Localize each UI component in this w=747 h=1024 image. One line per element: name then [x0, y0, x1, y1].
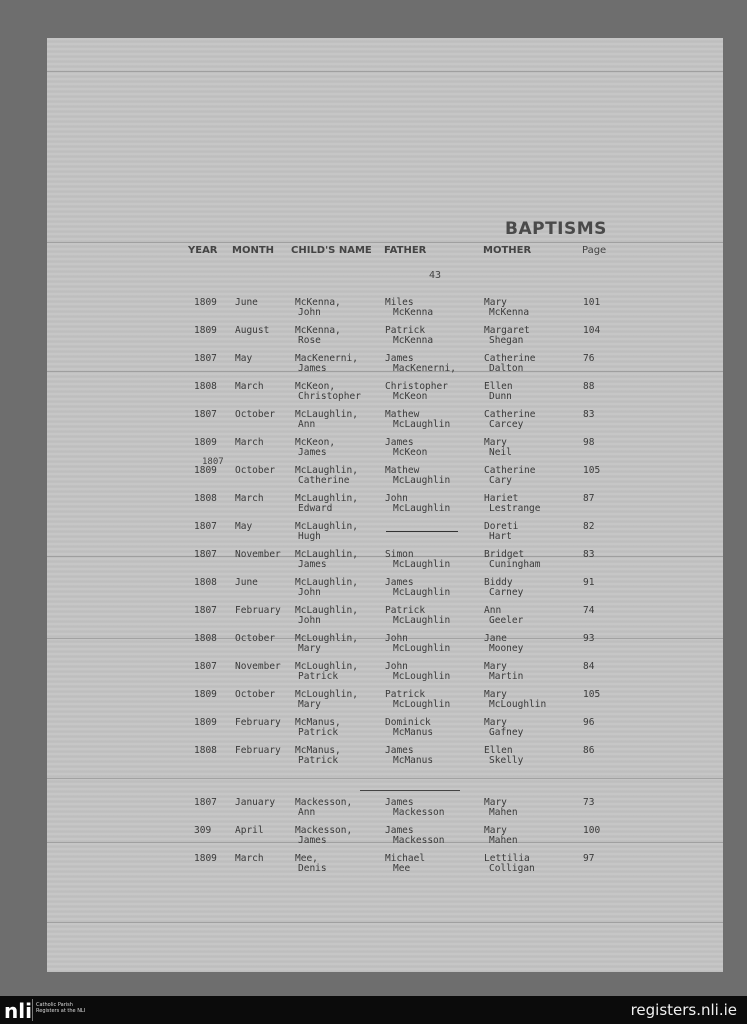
entry-mother-forename: Mary	[484, 825, 507, 836]
entry-father-forename: James	[385, 797, 414, 808]
entry-father-forename: John	[385, 661, 408, 672]
entry-year: 1808	[194, 577, 217, 588]
entry-page: 97	[583, 853, 595, 864]
entry-month: May	[235, 521, 253, 532]
entry-row	[47, 325, 723, 353]
entry-mother-surname: Dunn	[489, 391, 512, 402]
entry-year: 1808	[194, 745, 217, 756]
entry-mother-forename: Mary	[484, 797, 507, 808]
entry-child-surname: McKenna,	[295, 325, 341, 336]
entry-father-forename: Patrick	[385, 605, 426, 616]
logo-divider	[32, 999, 33, 1021]
header-page: Page	[582, 245, 607, 256]
entry-child-forename: Denis	[298, 863, 327, 874]
entry-year: 309	[194, 825, 212, 836]
entry-mother-forename: Catherine	[484, 465, 536, 476]
entry-year: 1808	[194, 381, 217, 392]
entry-mother-surname: Shegan	[489, 335, 524, 346]
entry-mother-forename: Biddy	[484, 577, 513, 588]
entry-mother-surname: Mahen	[489, 835, 518, 846]
entry-mother-forename: Mary	[484, 437, 507, 448]
entry-father-forename: Patrick	[385, 689, 426, 700]
entry-father-forename: John	[385, 493, 408, 504]
entry-month: January	[235, 797, 276, 808]
entry-child-surname: Mackesson,	[295, 797, 353, 808]
entry-father-forename: James	[385, 825, 414, 836]
entry-page: 101	[583, 297, 601, 308]
entry-row	[47, 549, 723, 577]
entry-row	[47, 745, 723, 773]
entry-child-forename: John	[298, 615, 321, 626]
entry-child-forename: Patrick	[298, 671, 339, 682]
entry-father-forename: Patrick	[385, 325, 426, 336]
section-rule	[360, 790, 460, 791]
entry-mother-forename: Lettilia	[484, 853, 530, 864]
entry-mother-surname: Carney	[489, 587, 524, 598]
entry-father-forename: James	[385, 577, 414, 588]
nli-logo: nli	[4, 999, 32, 1023]
entry-mother-surname: Mahen	[489, 807, 518, 818]
entry-year: 1808	[194, 493, 217, 504]
entry-father-forename: Christopher	[385, 381, 448, 392]
entry-row	[47, 381, 723, 409]
entry-mother-forename: Mary	[484, 717, 507, 728]
entry-month: October	[235, 689, 276, 700]
entry-month: November	[235, 549, 281, 560]
entry-page: 83	[583, 549, 595, 560]
entry-page: 100	[583, 825, 601, 836]
entry-page: 105	[583, 465, 601, 476]
entry-mother-surname: Geeler	[489, 615, 524, 626]
entry-mother-forename: Hariet	[484, 493, 519, 504]
entry-father-surname: McLaughlin	[393, 419, 451, 430]
entry-child-surname: McLoughlin,	[295, 689, 358, 700]
entry-page: 87	[583, 493, 595, 504]
entry-child-forename: Christopher	[298, 391, 361, 402]
entry-page: 82	[583, 521, 595, 532]
entry-child-forename: Catherine	[298, 475, 350, 486]
entry-child-forename: Ann	[298, 419, 316, 430]
entry-father-forename: Mathew	[385, 409, 420, 420]
entry-row	[47, 493, 723, 521]
entry-mother-forename: Ellen	[484, 745, 513, 756]
entry-year: 1809	[194, 853, 217, 864]
entry-month: March	[235, 853, 264, 864]
entry-child-forename: Patrick	[298, 755, 339, 766]
entry-month: November	[235, 661, 281, 672]
entry-month: October	[235, 633, 276, 644]
header-child: CHILD'S NAME	[291, 245, 372, 256]
entry-row	[47, 605, 723, 633]
entry-mother-forename: Mary	[484, 297, 507, 308]
entry-page: 96	[583, 717, 595, 728]
header-month: MONTH	[232, 245, 275, 256]
entry-mother-forename: Ann	[484, 605, 502, 616]
entry-child-surname: Mackesson,	[295, 825, 353, 836]
entry-mother-forename: Bridget	[484, 549, 525, 560]
entry-child-surname: MacKenerni,	[295, 353, 358, 364]
entry-father-forename: James	[385, 745, 414, 756]
entry-father-surname: McKeon	[393, 391, 428, 402]
entry-year: 1807	[194, 605, 217, 616]
page-number: 43	[429, 270, 442, 281]
entry-father-forename: James	[385, 437, 414, 448]
entry-father-surname: McLoughlin	[393, 699, 451, 710]
entry-mother-surname: Gafney	[489, 727, 524, 738]
entry-month: February	[235, 605, 281, 616]
entry-father-surname: Mackesson	[393, 835, 445, 846]
entry-month: March	[235, 381, 264, 392]
entry-father-surname: McLaughlin	[393, 475, 451, 486]
scan-band	[47, 922, 723, 923]
entry-year: 1809	[194, 717, 217, 728]
entry-page: 88	[583, 381, 595, 392]
entry-father-surname: MacKenerni,	[393, 363, 456, 374]
entry-page: 104	[583, 325, 601, 336]
entry-child-surname: McLoughlin,	[295, 633, 358, 644]
entry-mother-surname: McLoughlin	[489, 699, 547, 710]
entry-month: August	[235, 325, 270, 336]
entry-year: 1807	[194, 409, 217, 420]
entry-father-surname: McKeon	[393, 447, 428, 458]
entry-row	[47, 661, 723, 689]
entry-child-forename: Edward	[298, 503, 333, 514]
entry-child-surname: McKenna,	[295, 297, 341, 308]
father-blank-line	[386, 531, 458, 532]
entry-father-forename: Simon	[385, 549, 414, 560]
entry-year: 1808	[194, 633, 217, 644]
entry-child-surname: McManus,	[295, 717, 341, 728]
entry-page: 105	[583, 689, 601, 700]
entry-row	[47, 577, 723, 605]
entry-month: March	[235, 437, 264, 448]
entry-month: April	[235, 825, 264, 836]
entry-row	[47, 797, 723, 825]
entry-page: 74	[583, 605, 595, 616]
entry-child-forename: James	[298, 447, 327, 458]
register-page	[47, 38, 723, 972]
entry-child-surname: McLaughlin,	[295, 409, 358, 420]
entry-father-surname: McKenna	[393, 335, 434, 346]
entry-father-surname: McLaughlin	[393, 587, 451, 598]
entry-mother-surname: Carcey	[489, 419, 524, 430]
entry-page: 83	[583, 409, 595, 420]
entry-month: February	[235, 717, 281, 728]
entry-child-forename: James	[298, 559, 327, 570]
header-mother: MOTHER	[483, 245, 532, 256]
entry-father-surname: McLaughlin	[393, 559, 451, 570]
header-year: YEAR	[188, 245, 218, 256]
entry-mother-forename: Doreti	[484, 521, 519, 532]
entry-father-surname: McLaughlin	[393, 503, 451, 514]
site-link[interactable]: registers.nli.ie	[630, 1001, 737, 1019]
entry-page: 73	[583, 797, 595, 808]
entry-month: October	[235, 465, 276, 476]
entry-father-surname: McKenna	[393, 307, 434, 318]
entry-father-forename: Dominick	[385, 717, 431, 728]
entry-mother-surname: Hart	[489, 531, 512, 542]
entry-father-surname: Mee	[393, 863, 411, 874]
entry-year: 1809	[194, 297, 217, 308]
entry-mother-surname: Mooney	[489, 643, 524, 654]
entry-child-surname: McLaughlin,	[295, 465, 358, 476]
entry-row	[47, 521, 723, 549]
entry-child-forename: James	[298, 363, 327, 374]
entry-child-surname: McLaughlin,	[295, 493, 358, 504]
entry-child-surname: McKeon,	[295, 381, 336, 392]
entry-page: 86	[583, 745, 595, 756]
entry-father-surname: McManus	[393, 755, 434, 766]
entry-mother-surname: Dalton	[489, 363, 524, 374]
entry-mother-forename: Catherine	[484, 353, 536, 364]
entry-child-surname: McLaughlin,	[295, 605, 358, 616]
entry-month: February	[235, 745, 281, 756]
entry-page: 76	[583, 353, 595, 364]
entry-mother-forename: Jane	[484, 633, 507, 644]
entry-month: May	[235, 353, 253, 364]
footer-bar	[0, 996, 747, 1024]
entry-year: 1809	[194, 689, 217, 700]
entry-child-forename: John	[298, 587, 321, 598]
entry-child-forename: Patrick	[298, 727, 339, 738]
entry-mother-surname: McKenna	[489, 307, 530, 318]
entry-row	[47, 633, 723, 661]
entry-child-surname: Mee,	[295, 853, 318, 864]
entry-row	[47, 353, 723, 381]
entry-child-forename: Hugh	[298, 531, 321, 542]
scan-band	[47, 242, 723, 243]
entry-mother-forename: Mary	[484, 661, 507, 672]
entry-page: 84	[583, 661, 595, 672]
entry-father-forename: James	[385, 353, 414, 364]
entry-child-surname: McLoughlin,	[295, 661, 358, 672]
entry-father-surname: McLaughlin	[393, 615, 451, 626]
logo-caption: Catholic Parish Registers at the NLI	[36, 1002, 86, 1014]
register-title: BAPTISMS	[505, 219, 607, 239]
entry-mother-surname: Cary	[489, 475, 512, 486]
entry-child-forename: John	[298, 307, 321, 318]
entry-father-surname: McManus	[393, 727, 434, 738]
entry-father-forename: Miles	[385, 297, 414, 308]
entry-child-surname: McLaughlin,	[295, 549, 358, 560]
entry-mother-surname: Lestrange	[489, 503, 541, 514]
entry-father-surname: McLoughlin	[393, 671, 451, 682]
entry-child-surname: McLaughlin,	[295, 521, 358, 532]
entry-mother-forename: Mary	[484, 689, 507, 700]
entry-year: 1807	[194, 549, 217, 560]
entry-father-surname: McLoughlin	[393, 643, 451, 654]
entry-child-forename: Mary	[298, 643, 321, 654]
entry-row	[47, 825, 723, 853]
entry-year: 1809	[194, 465, 217, 476]
entry-year: 1809	[194, 325, 217, 336]
scan-band	[47, 71, 723, 72]
entry-row	[47, 717, 723, 745]
entry-child-surname: McManus,	[295, 745, 341, 756]
entry-child-surname: McKeon,	[295, 437, 336, 448]
entry-child-forename: Ann	[298, 807, 316, 818]
entry-father-forename: Mathew	[385, 465, 420, 476]
entry-mother-forename: Margaret	[484, 325, 530, 336]
entry-mother-surname: Skelly	[489, 755, 524, 766]
entry-row	[47, 409, 723, 437]
entry-page: 98	[583, 437, 595, 448]
entry-row	[47, 853, 723, 881]
entry-father-forename: Michael	[385, 853, 426, 864]
entry-mother-surname: Cuningham	[489, 559, 541, 570]
entry-mother-surname: Neil	[489, 447, 512, 458]
entry-mother-surname: Martin	[489, 671, 524, 682]
entry-mother-forename: Catherine	[484, 409, 536, 420]
entry-row	[47, 689, 723, 717]
entry-month: March	[235, 493, 264, 504]
entry-mother-surname: Colligan	[489, 863, 535, 874]
header-father: FATHER	[384, 245, 427, 256]
scan-band	[47, 778, 723, 779]
entry-month: June	[235, 297, 258, 308]
entry-father-forename: John	[385, 633, 408, 644]
entry-father-surname: Mackesson	[393, 807, 445, 818]
entry-row	[47, 437, 723, 465]
entry-year: 1807	[194, 661, 217, 672]
entry-child-forename: Mary	[298, 699, 321, 710]
entry-year: 1807	[194, 353, 217, 364]
entry-page: 93	[583, 633, 595, 644]
entry-year: 1807	[194, 521, 217, 532]
entry-month: June	[235, 577, 258, 588]
entry-child-surname: McLaughlin,	[295, 577, 358, 588]
entry-month: October	[235, 409, 276, 420]
entry-year: 1807	[194, 797, 217, 808]
entry-page: 91	[583, 577, 595, 588]
margin-note: 1807	[202, 457, 224, 467]
entry-child-forename: James	[298, 835, 327, 846]
entry-year: 1809	[194, 437, 217, 448]
entry-child-forename: Rose	[298, 335, 321, 346]
entry-row	[47, 297, 723, 325]
entry-row	[47, 465, 723, 493]
entry-mother-forename: Ellen	[484, 381, 513, 392]
